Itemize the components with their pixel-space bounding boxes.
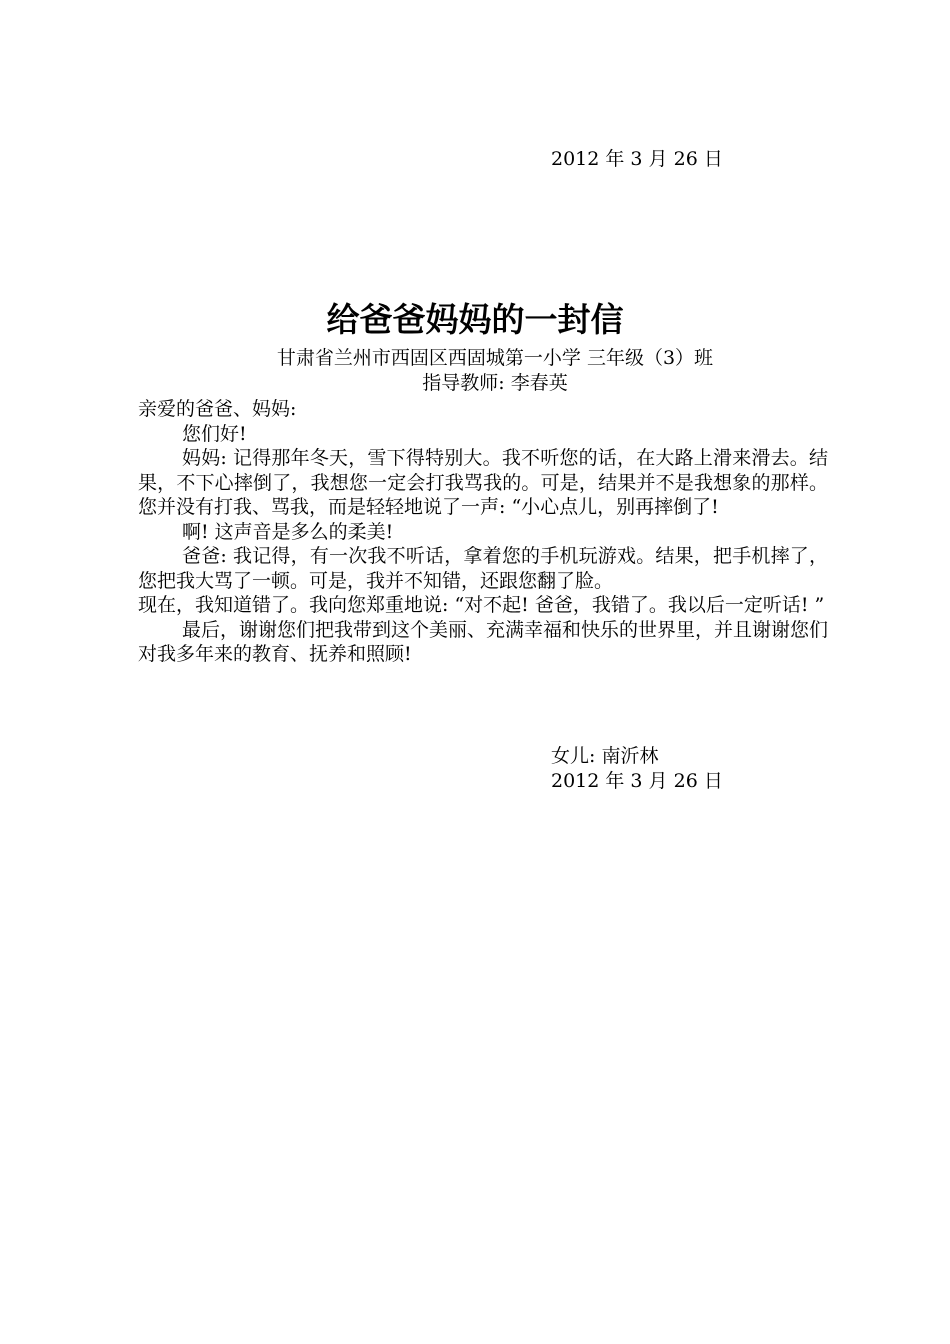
letter-title: 给爸爸妈妈的一封信 bbox=[326, 300, 624, 339]
signature: 女儿: 南沂林 bbox=[551, 745, 659, 767]
header-date: 2012 年 3 月 26 日 bbox=[551, 148, 723, 170]
exclamation-paragraph: 啊! 这声音是多么的柔美! bbox=[182, 520, 394, 543]
school-line: 甘肃省兰州市西固区西固城第一小学 三年级（3）班 bbox=[276, 347, 714, 369]
apology-paragraph: 现在，我知道错了。我向您郑重地说: “对不起! 爸爸，我错了。我以后一定听话! ” bbox=[138, 594, 825, 616]
letter-body bbox=[138, 397, 828, 667]
signature-date: 2012 年 3 月 26 日 bbox=[551, 770, 723, 792]
salutation: 亲爱的爸爸、妈妈: bbox=[138, 398, 297, 420]
mother-paragraph: 妈妈: 记得那年冬天，雪下得特别大。我不听您的话，在大路上滑来滑去。结果，不下心摔倒了，我想您一定会打我骂我的。可是，结果并不是我想象的那样。您并没有打我、骂我，而是轻轻地说了一声: “小心点儿，别再摔倒了! bbox=[138, 447, 828, 518]
greeting-paragraph: 您们好! bbox=[182, 422, 247, 445]
thanks-paragraph: 最后，谢谢您们把我带到这个美丽、充满幸福和快乐的世界里，并且谢谢您们对我多年来的教育、抚养和照顾! bbox=[138, 618, 829, 665]
teacher-line: 指导教师: 李春英 bbox=[422, 372, 568, 394]
father-paragraph: 爸爸: 我记得，有一次我不听话，拿着您的手机玩游戏。结果，把手机摔了，您把我大骂了一顿。可是，我并不知错，还跟您翻了脸。 bbox=[138, 545, 828, 592]
